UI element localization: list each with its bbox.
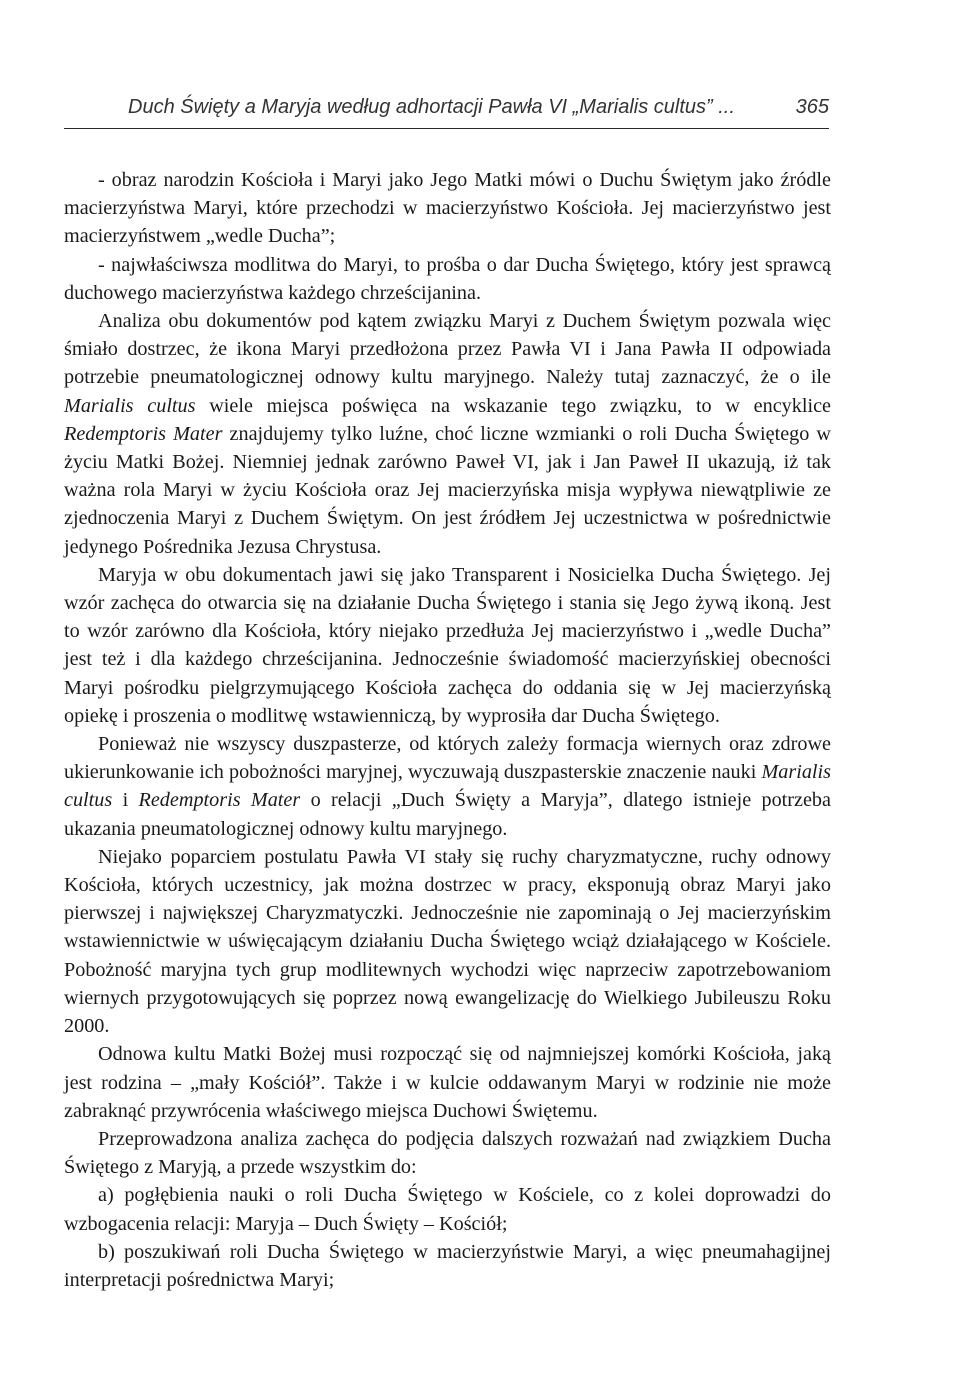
paragraph	[64, 730, 831, 843]
paragraph	[64, 307, 831, 561]
paragraph-text: Niejako poparciem postulatu Pawła VI stały się ruchy charyzmatyczne, ruchy odnowy Kościoła, których uczestnicy, jak można dostrzec w pracy, eksponują obraz Maryi jako pierwszej i największej Charyzmatyczki. Jednocześnie nie zapominają o Jej macierzyńskim wstawiennictwie w uświęcającym działaniu Ducha Świętego wciąż działającego w Kościele. Pobożność maryjna tych grup modlitewnych wychodzi więc naprzeciw zapotrzebowaniom wiernych przygotowujących się poprzez nową ewangelizację do Wielkiego Jubileuszu Roku 2000.	[64, 845, 831, 1038]
paragraph	[64, 843, 831, 1040]
running-header	[64, 94, 829, 129]
paragraph-text: - najwłaściwsza modlitwa do Maryi, to prośba o dar Ducha Świętego, który jest sprawcą duchowego macierzyństwa każdego chrześcijanina.	[64, 253, 831, 304]
paragraph	[64, 166, 831, 251]
italic-title: Redemptoris Mater	[64, 422, 223, 445]
paragraph-text: znajdujemy tylko luźne, choć liczne wzmianki o roli Ducha Świętego w życiu Matki Bożej. Niemniej jednak zarówno Paweł VI, jak i Jan Paweł II ukazują, iż tak ważna rola Maryi w życiu Kościoła oraz Jej macierzyńska misja wypływa niewątpliwie ze zjednoczenia Maryi z Duchem Świętym. On jest źródłem Jej uczestnictwa w pośrednictwie jedynego Pośrednika Jezusa Chrystusa.	[64, 422, 831, 558]
list-item-text: a) pogłębienia nauki o roli Ducha Świętego w Kościele, co z kolei doprowadzi do wzbogacenia relacji: Maryja – Duch Święty – Kościół;	[64, 1184, 831, 1235]
paragraph-text: Analiza obu dokumentów pod kątem związku Maryi z Duchem Świętym pozwala więc śmiało dostrzec, że ikona Maryi przedłożona przez Pawła VI i Jana Pawła II odpowiada potrzebie pneumatologicznej odnowy kultu maryjnego. Należy tutaj zaznaczyć, że o ile	[64, 310, 831, 389]
page-number: 365	[795, 96, 829, 118]
running-title: Duch Święty a Maryja według adhortacji Pawła VI „Marialis cultus” ...	[128, 96, 735, 118]
list-item	[64, 1181, 831, 1237]
paragraph	[64, 251, 831, 307]
paragraph-text: Odnowa kultu Matki Bożej musi rozpocząć się od najmniejszej komórki Kościoła, jaką jest rodzina – „mały Kościół”. Także i w kulcie oddawanym Maryi w rodzinie nie może zabraknąć przywrócenia właściwego miejsca Duchowi Świętemu.	[64, 1043, 831, 1122]
paragraph-text: wiele miejsca poświęca na wskazanie tego związku, to w encyklice	[195, 394, 832, 417]
paragraph-text: i	[112, 789, 139, 812]
list-item-text: b) poszukiwań roli Ducha Świętego w macierzyństwie Maryi, a więc pneumahagijnej interpretacji pośrednictwa Maryi;	[64, 1240, 831, 1291]
list-item	[64, 1238, 831, 1294]
italic-title: Marialis cultus	[64, 761, 831, 812]
italic-title: Marialis cultus	[64, 394, 196, 417]
paragraph	[64, 561, 831, 730]
paragraph-text: Przeprowadzona analiza zachęca do podjęcia dalszych rozważań nad związkiem Ducha Świętego z Maryją, a przede wszystkim do:	[64, 1127, 831, 1179]
italic-title: Redemptoris Mater	[138, 789, 301, 812]
paragraph-text: Maryja w obu dokumentach jawi się jako Transparent i Nosicielka Ducha Świętego. Jej wzór zachęca do otwarcia się na działanie Ducha Świętego i stania się Jego żywą ikoną. Jest to wzór zarówno dla Kościoła, który niejako przedłuża Jej macierzyństwo i „wedle Ducha” jest też i dla każdego chrześcijanina. Jednocześnie świadomość macierzyńskiej obecności Maryi pośrodku pielgrzymującego Kościoła zachęca do oddania się w Jej macierzyńską opiekę i proszenia o modlitwę wstawienniczą, by wyprosiła dar Ducha Świętego.	[64, 563, 831, 727]
paragraph-text: Ponieważ nie wszyscy duszpasterze, od których zależy formacja wiernych oraz zdrowe ukierunkowanie ich pobożności maryjnej, wyczuwają duszpasterskie znaczenie nauki	[64, 733, 831, 784]
paragraph-text: o relacji „Duch Święty a Maryja”, dlatego istnieje potrzeba ukazania pneumatologicznej odnowy kultu maryjnego.	[64, 789, 831, 840]
paragraph	[64, 1040, 831, 1125]
body-text	[64, 166, 831, 1294]
paragraph-text: - obraz narodzin Kościoła i Maryi jako Jego Matki mówi o Duchu Świętym jako źródle macierzyństwa Maryi, które przechodzi w macierzyństwo Kościoła. Jej macierzyństwo jest macierzyństwem „wedle Ducha”;	[64, 169, 831, 248]
paragraph	[64, 1125, 831, 1181]
